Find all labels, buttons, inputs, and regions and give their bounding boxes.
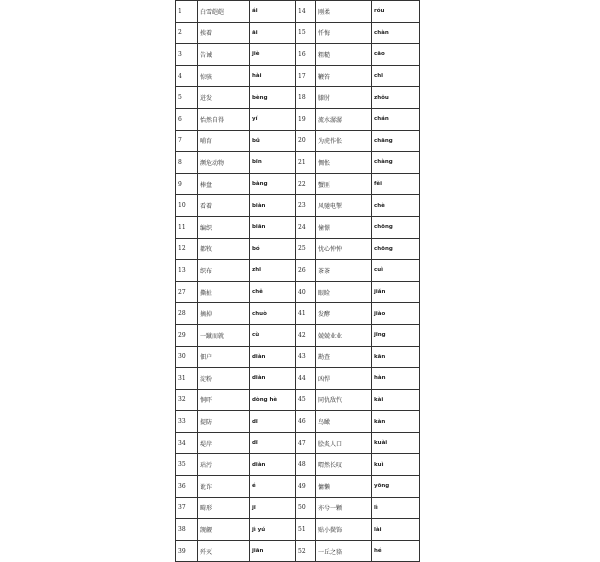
pinyin-cell: jiān — [250, 540, 296, 562]
pinyin-cell: jīng — [372, 324, 420, 346]
item-number: 9 — [176, 173, 198, 195]
table-row — [176, 281, 420, 303]
pinyin-cell: fěi — [372, 173, 420, 195]
item-number: 26 — [296, 260, 316, 282]
word-cell: 怡然自得 — [198, 108, 250, 130]
table-row — [176, 411, 420, 433]
word-cell: 贴小鬓饰 — [316, 519, 372, 541]
word-cell: 棒盘 — [198, 173, 250, 195]
item-number: 6 — [176, 108, 198, 130]
pinyin-cell: jiè — [250, 44, 296, 66]
word-cell: 慵懒 — [316, 476, 372, 498]
pinyin-cell: chāng — [372, 130, 420, 152]
pinyin-cell: zhī — [250, 260, 296, 282]
table-row — [176, 65, 420, 87]
word-cell: 亦兮一颗 — [316, 497, 372, 519]
word-cell: 告诫 — [198, 44, 250, 66]
word-cell: 鞭笞 — [316, 65, 372, 87]
pinyin-cell: jī — [250, 497, 296, 519]
item-number: 23 — [296, 195, 316, 217]
item-number: 24 — [296, 216, 316, 238]
pinyin-cell: bàng — [250, 173, 296, 195]
pinyin-cell: dī — [250, 432, 296, 454]
pinyin-cell: zhǒu — [372, 87, 420, 109]
table-row — [176, 346, 420, 368]
pinyin-cell: chōng — [372, 238, 420, 260]
table-row — [176, 497, 420, 519]
item-number: 19 — [296, 108, 316, 130]
item-number: 39 — [176, 540, 198, 562]
pinyin-cell: lì — [372, 497, 420, 519]
word-cell: 佃户 — [198, 346, 250, 368]
item-number: 8 — [176, 152, 198, 174]
item-number: 5 — [176, 87, 198, 109]
word-cell: 惊骇 — [198, 65, 250, 87]
item-number: 22 — [296, 173, 316, 195]
table-row — [176, 44, 420, 66]
vocabulary-table — [175, 0, 420, 562]
word-cell: 凶悍 — [316, 368, 372, 390]
word-cell: 提防 — [198, 411, 250, 433]
item-number: 28 — [176, 303, 198, 325]
item-number: 33 — [176, 411, 198, 433]
pinyin-cell: hài — [250, 65, 296, 87]
pinyin-cell: bǔ — [250, 130, 296, 152]
table-row — [176, 130, 420, 152]
table-row — [176, 519, 420, 541]
word-cell: 忧心忡忡 — [316, 238, 372, 260]
item-number: 21 — [296, 152, 316, 174]
word-cell: 摘掉 — [198, 303, 250, 325]
item-number: 48 — [296, 454, 316, 476]
word-cell: 粗糙 — [316, 44, 372, 66]
word-cell: 堤岸 — [198, 432, 250, 454]
word-cell: 喟然长叹 — [316, 454, 372, 476]
pinyin-cell: bó — [250, 238, 296, 260]
item-number: 25 — [296, 238, 316, 260]
word-cell: 挨着 — [198, 22, 250, 44]
item-number: 32 — [176, 389, 198, 411]
word-cell: 讹诈 — [198, 476, 250, 498]
item-number: 49 — [296, 476, 316, 498]
vocabulary-table-body — [176, 1, 420, 562]
pinyin-cell: chōng — [372, 216, 420, 238]
pinyin-cell: kuài — [372, 432, 420, 454]
pinyin-cell: kuì — [372, 454, 420, 476]
pinyin-cell: jiào — [372, 303, 420, 325]
word-cell: 脍炙人口 — [316, 432, 372, 454]
pinyin-cell: yōng — [372, 476, 420, 498]
word-cell: 一蹴而就 — [198, 324, 250, 346]
table-row — [176, 108, 420, 130]
word-cell: 畸形 — [198, 497, 250, 519]
pinyin-cell: chě — [250, 281, 296, 303]
table-row — [176, 87, 420, 109]
table-row — [176, 260, 420, 282]
pinyin-cell: róu — [372, 1, 420, 23]
item-number: 16 — [296, 44, 316, 66]
pinyin-cell: chī — [372, 65, 420, 87]
item-number: 10 — [176, 195, 198, 217]
item-number: 4 — [176, 65, 198, 87]
table-row — [176, 22, 420, 44]
item-number: 34 — [176, 432, 198, 454]
word-cell: 迸发 — [198, 87, 250, 109]
pinyin-cell: jiǎn — [372, 281, 420, 303]
pinyin-cell: diàn — [250, 346, 296, 368]
pinyin-cell: cāo — [372, 44, 420, 66]
pinyin-cell: diàn — [250, 454, 296, 476]
pinyin-cell: dòng hè — [250, 389, 296, 411]
word-cell: 兢兢业业 — [316, 324, 372, 346]
item-number: 35 — [176, 454, 198, 476]
table-row — [176, 454, 420, 476]
word-cell: 忏悔 — [316, 22, 372, 44]
table-row — [176, 216, 420, 238]
pinyin-cell: biān — [250, 216, 296, 238]
word-cell: 恫吓 — [198, 389, 250, 411]
item-number: 51 — [296, 519, 316, 541]
vocabulary-sheet — [175, 0, 419, 556]
pinyin-cell: bīn — [250, 152, 296, 174]
table-row — [176, 238, 420, 260]
word-cell: 刚柔 — [316, 1, 372, 23]
table-row — [176, 432, 420, 454]
pinyin-cell: chè — [372, 195, 420, 217]
item-number: 3 — [176, 44, 198, 66]
word-cell: 憧憬 — [316, 216, 372, 238]
pinyin-cell: kài — [372, 389, 420, 411]
word-cell: 都牧 — [198, 238, 250, 260]
item-number: 13 — [176, 260, 198, 282]
word-cell: 同仇敌忾 — [316, 389, 372, 411]
word-cell: 为虎作伥 — [316, 130, 372, 152]
word-cell: 濒危动物 — [198, 152, 250, 174]
pinyin-cell: yí — [250, 108, 296, 130]
item-number: 7 — [176, 130, 198, 152]
pinyin-cell: hàn — [372, 368, 420, 390]
item-number: 37 — [176, 497, 198, 519]
word-cell: 编织 — [198, 216, 250, 238]
word-cell: 流水潺潺 — [316, 108, 372, 130]
table-row — [176, 540, 420, 562]
word-cell: 觊觎 — [198, 519, 250, 541]
item-number: 1 — [176, 1, 198, 23]
pinyin-cell: dī — [250, 411, 296, 433]
pinyin-cell: kàn — [372, 411, 420, 433]
word-cell: 织布 — [198, 260, 250, 282]
item-number: 14 — [296, 1, 316, 23]
table-row — [176, 368, 420, 390]
item-number: 27 — [176, 281, 198, 303]
table-row — [176, 303, 420, 325]
item-number: 40 — [296, 281, 316, 303]
word-cell: 膝肘 — [316, 87, 372, 109]
item-number: 38 — [176, 519, 198, 541]
word-cell: 鸟瞰 — [316, 411, 372, 433]
table-row — [176, 476, 420, 498]
item-number: 12 — [176, 238, 198, 260]
word-cell: 玷污 — [198, 454, 250, 476]
item-number: 41 — [296, 303, 316, 325]
word-cell: 惆怅 — [316, 152, 372, 174]
item-number: 11 — [176, 216, 198, 238]
pinyin-cell: biàn — [250, 195, 296, 217]
item-number: 45 — [296, 389, 316, 411]
table-row — [176, 195, 420, 217]
pinyin-cell: kān — [372, 346, 420, 368]
word-cell: 蟹匪 — [316, 173, 372, 195]
word-cell: 发酵 — [316, 303, 372, 325]
word-cell: 一丘之貉 — [316, 540, 372, 562]
pinyin-cell: chuò — [250, 303, 296, 325]
pinyin-cell: é — [250, 476, 296, 498]
pinyin-cell: ái — [250, 1, 296, 23]
word-cell: 风驰电掣 — [316, 195, 372, 217]
item-number: 18 — [296, 87, 316, 109]
item-number: 36 — [176, 476, 198, 498]
item-number: 43 — [296, 346, 316, 368]
item-number: 44 — [296, 368, 316, 390]
pinyin-cell: cuì — [372, 260, 420, 282]
word-cell: 茶茶 — [316, 260, 372, 282]
item-number: 20 — [296, 130, 316, 152]
item-number: 52 — [296, 540, 316, 562]
item-number: 29 — [176, 324, 198, 346]
item-number: 31 — [176, 368, 198, 390]
word-cell: 勘查 — [316, 346, 372, 368]
word-cell: 眼睑 — [316, 281, 372, 303]
word-cell: 歼灭 — [198, 540, 250, 562]
word-cell: 哺育 — [198, 130, 250, 152]
pinyin-cell: āi — [250, 22, 296, 44]
table-row — [176, 173, 420, 195]
pinyin-cell: chàn — [372, 22, 420, 44]
table-row — [176, 1, 420, 23]
item-number: 50 — [296, 497, 316, 519]
pinyin-cell: hé — [372, 540, 420, 562]
pinyin-cell: jì yú — [250, 519, 296, 541]
table-row — [176, 324, 420, 346]
item-number: 15 — [296, 22, 316, 44]
item-number: 2 — [176, 22, 198, 44]
item-number: 42 — [296, 324, 316, 346]
pinyin-cell: diàn — [250, 368, 296, 390]
pinyin-cell: bèng — [250, 87, 296, 109]
item-number: 30 — [176, 346, 198, 368]
pinyin-cell: chàng — [372, 152, 420, 174]
word-cell: 淀粉 — [198, 368, 250, 390]
item-number: 47 — [296, 432, 316, 454]
item-number: 17 — [296, 65, 316, 87]
item-number: 46 — [296, 411, 316, 433]
pinyin-cell: chán — [372, 108, 420, 130]
word-cell: 白雪皑皑 — [198, 1, 250, 23]
word-cell: 看着 — [198, 195, 250, 217]
pinyin-cell: cù — [250, 324, 296, 346]
word-cell: 撕扯 — [198, 281, 250, 303]
table-row — [176, 152, 420, 174]
pinyin-cell: lài — [372, 519, 420, 541]
